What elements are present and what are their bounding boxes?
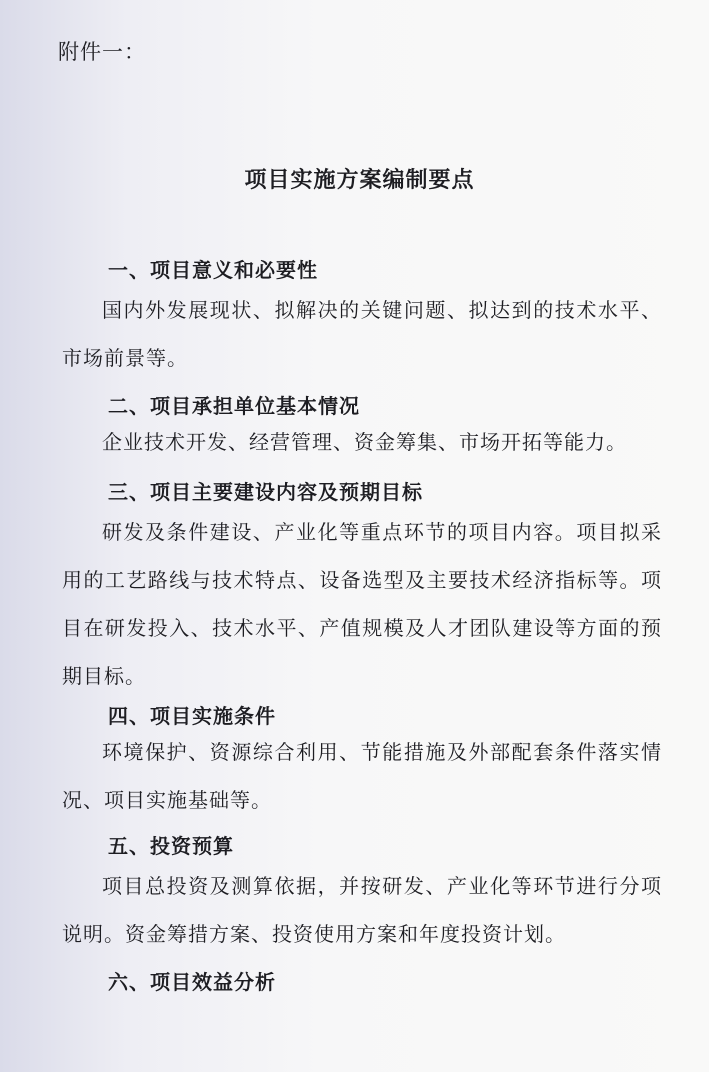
section-heading-1: 一、项目意义和必要性 [108,258,318,282]
section-heading-5: 五、投资预算 [108,834,234,858]
document-title: 项目实施方案编制要点 [244,168,475,193]
section-body-5: 项目总投资及测算依据，并按研发、产业化等环节进行分项说明。资金筹措方案、投资使用方案和年度投资计划。 [62,874,662,946]
section-heading-2: 二、项目承担单位基本情况 [108,394,360,418]
section-heading-3: 三、项目主要建设内容及预期目标 [108,480,423,504]
section-heading-4: 四、项目实施条件 [108,704,276,728]
section-heading-6: 六、项目效益分析 [108,970,276,994]
attachment-label: 附件一： [58,40,146,64]
section-body-1: 国内外发展现状、拟解决的关键问题、拟达到的技术水平、市场前景等。 [62,298,662,370]
section-body-3: 研发及条件建设、产业化等重点环节的项目内容。项目拟采用的工艺路线与技术特点、设备选型及主要技术经济指标等。项目在研发投入、技术水平、产值规模及人才团队建设等方面的预期目标。 [62,520,662,688]
section-body-4: 环境保护、资源综合利用、节能措施及外部配套条件落实情况、项目实施基础等。 [62,740,662,812]
section-body-2: 企业技术开发、经营管理、资金筹集、市场开拓等能力。 [102,430,627,454]
